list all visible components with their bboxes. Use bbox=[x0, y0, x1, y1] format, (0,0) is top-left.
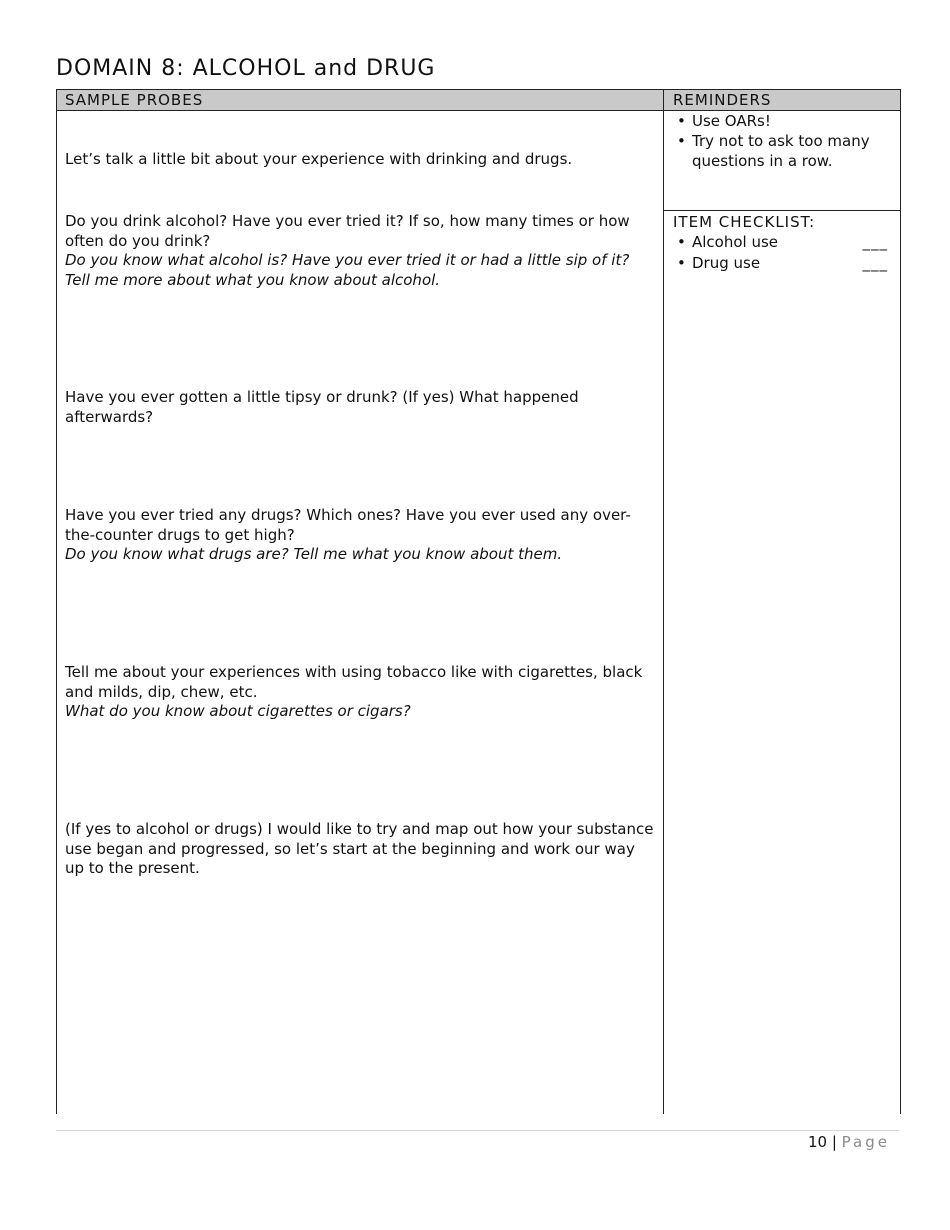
page-number: 10 bbox=[807, 1133, 828, 1151]
probe-italic-text: Do you know what drugs are? Tell me what you know about them. bbox=[65, 545, 563, 563]
probe-text: Do you drink alcohol? Have you ever tried it? If so, how many times or how often do you drink? bbox=[65, 212, 630, 250]
probe-text: Tell me about your experiences with using tobacco like with cigarettes, black and milds, dip, chew, etc. bbox=[65, 663, 643, 701]
probes-table bbox=[56, 89, 901, 1114]
checklist-title: ITEM CHECKLIST: bbox=[673, 213, 816, 231]
item-checklist bbox=[673, 232, 888, 274]
page-footer bbox=[808, 1133, 890, 1151]
header-reminders: REMINDERS bbox=[673, 91, 772, 109]
probe-drugs bbox=[65, 506, 655, 565]
page-title: DOMAIN 8: ALCOHOL and DRUG bbox=[56, 56, 436, 81]
probe-text: Let’s talk a little bit about your experience with drinking and drugs. bbox=[65, 150, 573, 168]
list-item: • Use OARs! bbox=[673, 111, 893, 131]
reminders-list bbox=[673, 111, 893, 171]
page-label: Page bbox=[841, 1133, 890, 1151]
probe-substance-map bbox=[65, 820, 655, 879]
probe-text: Have you ever gotten a little tipsy or drunk? (If yes) What happened afterwards? bbox=[65, 388, 579, 426]
checklist-blank: ___ bbox=[862, 233, 888, 251]
checklist-item-alcohol bbox=[673, 232, 888, 253]
probe-intro bbox=[65, 150, 655, 170]
footer-divider bbox=[56, 1130, 899, 1131]
table-header bbox=[57, 90, 900, 111]
column-divider bbox=[663, 90, 664, 1114]
probe-text: (If yes to alcohol or drugs) I would like to try and map out how your substance use began and progressed, so let’s start at the beginning and work our way up to the present. bbox=[65, 820, 654, 877]
probe-tipsy bbox=[65, 388, 655, 427]
checklist-label: Drug use bbox=[692, 254, 761, 272]
list-item: • Try not to ask too many questions in a row. bbox=[673, 131, 893, 171]
page-separator: | bbox=[831, 1133, 837, 1151]
checklist-item-drug bbox=[673, 253, 888, 274]
header-sample-probes: SAMPLE PROBES bbox=[65, 91, 204, 109]
probe-italic-text: What do you know about cigarettes or cigars? bbox=[65, 702, 411, 720]
probe-alcohol bbox=[65, 212, 655, 290]
checklist-label: Alcohol use bbox=[692, 233, 779, 251]
probe-text: Have you ever tried any drugs? Which ones? Have you ever used any over-the-counter drugs to get high? bbox=[65, 506, 631, 544]
checklist-blank: ___ bbox=[862, 254, 888, 272]
probe-italic-text: Do you know what alcohol is? Have you ever tried it or had a little sip of it? Tell me more about what you know about alcohol. bbox=[65, 251, 630, 289]
reminders-divider bbox=[664, 210, 900, 211]
probe-tobacco bbox=[65, 663, 655, 722]
